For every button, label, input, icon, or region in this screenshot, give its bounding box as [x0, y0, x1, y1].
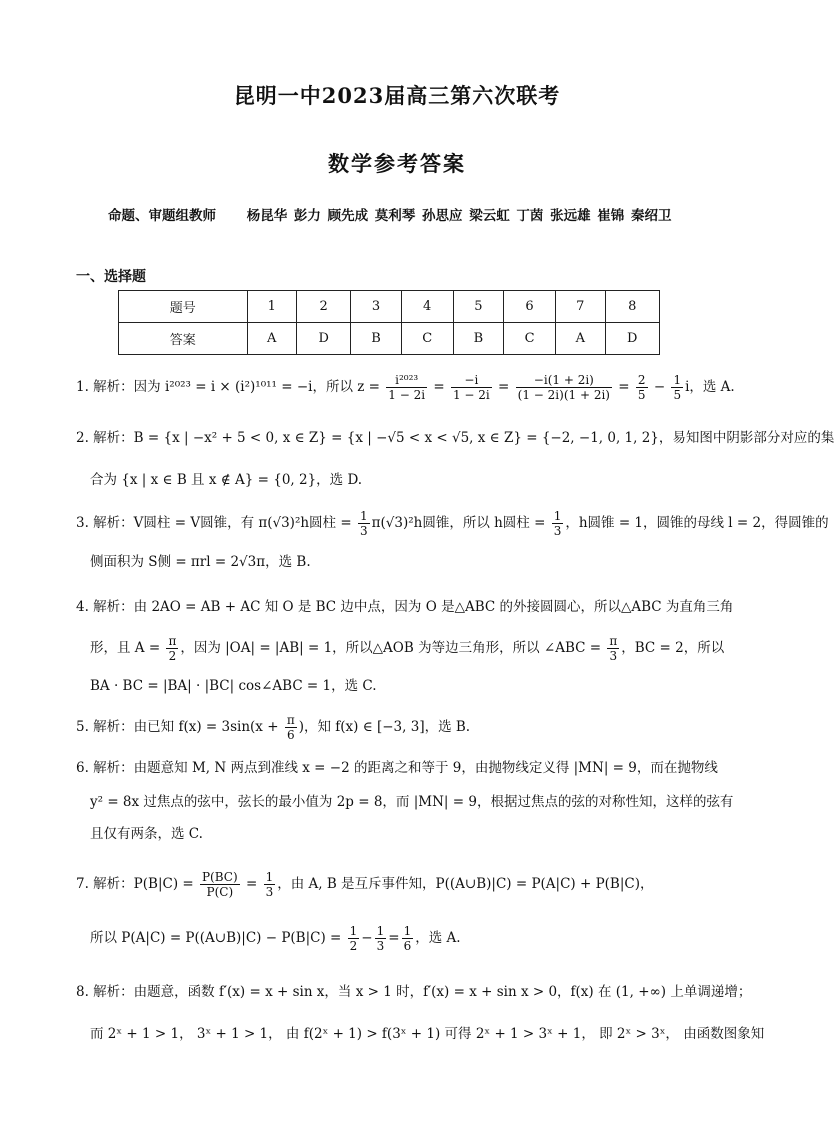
solution-7-line-2	[90, 924, 734, 953]
fraction	[671, 373, 683, 402]
numerator: −i(1 + 2i)	[516, 373, 612, 388]
solution-8-line-1: 8. 解析：由题意，函数 f′(x) = x + sin x，当 x > 1 时，f′(x) = x + sin x > 0，f(x) 在 (1, +∞) 上单调递增；	[76, 984, 752, 1000]
solution-text: −	[361, 930, 373, 946]
solution-3-line-1	[76, 509, 829, 538]
table-cell: 3	[351, 291, 401, 323]
denominator: 6	[286, 728, 295, 742]
denominator: 3	[265, 885, 274, 899]
solution-6-line-2: y² = 8x 过焦点的弦中，弦长的最小值为 2p = 8，而 |MN| = 9，根据过焦点的弦的对称性知，这样的弦有	[90, 794, 734, 810]
answer-table	[118, 290, 660, 355]
fraction	[636, 373, 648, 402]
fraction	[516, 373, 612, 402]
table-cell: 5	[453, 291, 503, 323]
solution-text: 3. 解析：V圆柱 = V圆锥，有 π(√3)²h圆柱 =	[76, 515, 356, 531]
numerator: π	[168, 634, 177, 648]
fraction	[348, 924, 360, 953]
fraction	[358, 509, 370, 538]
denominator: 3	[376, 939, 385, 953]
fraction	[264, 870, 276, 899]
fraction	[200, 870, 240, 899]
table-cell: A	[247, 323, 296, 355]
solution-text: 7. 解析：P(B|C) =	[76, 876, 198, 892]
numerator: 1	[376, 924, 385, 938]
solution-text: =	[388, 930, 400, 946]
denominator: P(C)	[206, 885, 234, 899]
fraction	[451, 373, 492, 402]
table-cell: C	[503, 323, 555, 355]
fraction	[552, 509, 564, 538]
table-cell: B	[351, 323, 401, 355]
table-cell: 2	[296, 291, 350, 323]
table-cell: A	[556, 323, 605, 355]
numerator: π	[609, 634, 618, 648]
solution-text: )，知 f(x) ∈ [−3, 3]，选 B.	[298, 719, 471, 735]
numerator: 1	[359, 509, 368, 523]
solution-text: 所以 P(A|C) = P((A∪B)|C) − P(B|C) =	[90, 930, 346, 946]
numerator: 1	[403, 924, 412, 938]
denominator: 2	[349, 939, 358, 953]
section-heading-choice: 一、选择题	[76, 269, 146, 285]
table-cell: 7	[556, 291, 605, 323]
solution-text: ，由 A, B 是互斥事件知，P((A∪B)|C) = P(A|C) + P(B|C)，	[277, 876, 654, 892]
fraction	[285, 713, 297, 742]
solution-1: 1. 解析：因为 i²⁰²³ = i × (i²)¹⁰¹¹ = −i，所以 z = $\frac{\text{i²⁰²³}}{1 - 2i}$ = $\frac{-i}{1 - 2i}$ = $\frac{-i(1 + 2i)}{(1 - 2i)(1 + 2i)}$ = $\frac{2}{5}$ − $\frac{1}{5}$ i，选 A.	[76, 373, 735, 402]
document-title: 昆明一中2023届高三第六次联考	[233, 83, 561, 108]
table-cell: 8	[605, 291, 659, 323]
authors-label: 命题、审题组教师	[108, 208, 216, 224]
numerator: −i	[451, 373, 492, 388]
solution-text: ，h圆锥 = 1，圆锥的母线 l = 2，得圆锥的	[565, 515, 829, 531]
solution-4-line-3: BA · BC = |BA| · |BC| cos∠ABC = 1，选 C.	[90, 678, 377, 694]
denominator: 6	[403, 939, 412, 953]
denominator: 5	[637, 388, 646, 402]
numerator: P(BC)	[201, 870, 238, 884]
solution-text: 形，且 A =	[90, 640, 165, 656]
fraction	[607, 634, 619, 663]
numerator: 2	[637, 373, 646, 387]
table-cell: D	[605, 323, 659, 355]
row-header-answer: 答案	[119, 323, 248, 355]
table-row	[119, 323, 660, 355]
solution-2-line-2: 合为 {x | x ∈ B 且 x ∉ A} = {0, 2}，选 D.	[90, 472, 363, 488]
solution-8-line-2: 而 2ˣ + 1 > 1， 3ˣ + 1 > 1， 由 f(2ˣ + 1) > f(3ˣ + 1) 可得 2ˣ + 1 > 3ˣ + 1， 即 2ˣ > 3ˣ， 由函数图象知	[90, 1026, 765, 1042]
table-cell: D	[296, 323, 350, 355]
denominator: 3	[359, 524, 368, 538]
row-header-number: 题号	[119, 291, 248, 323]
table-cell: 4	[401, 291, 453, 323]
solution-6-line-3: 且仅有两条，选 C.	[90, 826, 203, 842]
denominator: 1 − 2i	[452, 388, 490, 402]
authors-names: 杨昆华 彭力 顾先成 莫利琴 孙思应 梁云虹 丁茵 张远雄 崔锦 秦绍卫	[246, 208, 672, 224]
solution-text: =	[241, 876, 262, 892]
fraction	[375, 924, 387, 953]
document-subtitle: 数学参考答案	[328, 151, 466, 176]
solution-text: 1. 解析：因为 i²⁰²³ = i × (i²)¹⁰¹¹ = −i，所以 z =	[76, 379, 385, 395]
denominator: 5	[673, 388, 682, 402]
denominator: 1 − 2i	[388, 388, 426, 402]
solution-3-line-2: 侧面积为 S侧 = πrl = 2√3π，选 B.	[90, 554, 311, 570]
authors-line	[108, 204, 672, 224]
numerator: 1	[265, 870, 274, 884]
numerator: π	[286, 713, 295, 727]
solution-text: π(√3)²h圆锥，所以 h圆柱 =	[371, 515, 550, 531]
solution-text: ，BC = 2，所以	[621, 640, 725, 656]
fraction	[386, 373, 427, 402]
table-row	[119, 291, 660, 323]
solution-2-line-1: 2. 解析：B = {x | −x² + 5 < 0, x ∈ Z} = {x | −√5 < x < √5, x ∈ Z} = {−2, −1, 0, 1, 2}，易知图中阴影部分对应的集	[76, 430, 834, 446]
numerator: i²⁰²³	[386, 373, 427, 388]
denominator: (1 − 2i)(1 + 2i)	[517, 388, 610, 402]
fraction	[166, 634, 178, 663]
table-cell: 1	[247, 291, 296, 323]
table-cell: B	[453, 323, 503, 355]
solution-text: i，选 A.	[685, 379, 735, 395]
denominator: 3	[553, 524, 562, 538]
solution-4-line-1: 4. 解析：由 2AO = AB + AC 知 O 是 BC 边中点，因为 O 是△ABC 的外接圆圆心，所以△ABC 为直角三角	[76, 599, 734, 615]
solution-6-line-1: 6. 解析：由题意知 M, N 两点到准线 x = −2 的距离之和等于 9，由抛物线定义得 |MN| = 9，而在抛物线	[76, 760, 718, 776]
fraction	[402, 924, 414, 953]
table-cell: C	[401, 323, 453, 355]
denominator: 3	[609, 649, 618, 663]
solution-text: ，选 A.	[415, 930, 461, 946]
table-cell: 6	[503, 291, 555, 323]
numerator: 1	[553, 509, 562, 523]
numerator: 1	[349, 924, 358, 938]
numerator: 1	[673, 373, 682, 387]
solution-text: 5. 解析：由已知 f(x) = 3sin(x +	[76, 719, 283, 735]
solution-5	[76, 713, 720, 742]
solution-4-line-2	[90, 634, 734, 663]
denominator: 2	[168, 649, 177, 663]
solution-7-line-1	[76, 870, 720, 899]
solution-text: ，因为 |OA| = |AB| = 1，所以△AOB 为等边三角形，所以 ∠ABC =	[180, 640, 606, 656]
